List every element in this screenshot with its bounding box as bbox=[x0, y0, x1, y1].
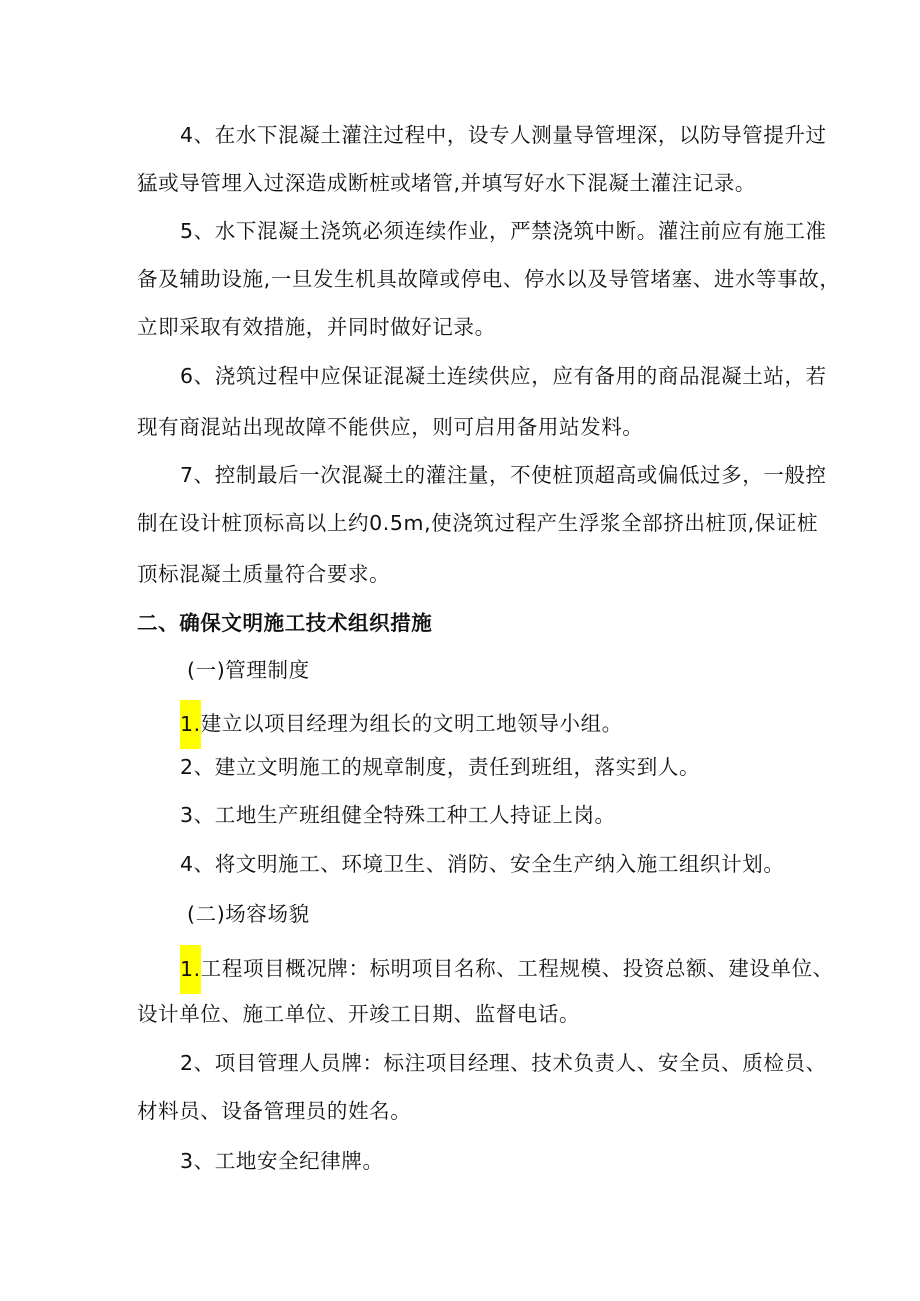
line-text: 顶标混凝土质量符合要求。 bbox=[137, 562, 391, 586]
line-text: 二、确保文明施工技术组织措施 bbox=[137, 611, 433, 635]
text-line bbox=[187, 901, 310, 927]
line-text: 7、控制最后一次混凝土的灌注量，不使桩顶超高或偏低过多，一般控 bbox=[180, 463, 827, 487]
text-line bbox=[137, 510, 818, 536]
text-line bbox=[187, 657, 310, 683]
text-line bbox=[180, 851, 784, 877]
text-line bbox=[137, 414, 643, 440]
text-line bbox=[180, 1148, 384, 1174]
line-text: 工程项目概况牌：标明项目名称、工程规模、投资总额、建设单位、 bbox=[200, 956, 834, 981]
text-line bbox=[180, 700, 623, 749]
line-text: 3、工地生产班组健全特殊工种工人持证上岗。 bbox=[180, 803, 616, 827]
text-line bbox=[137, 266, 840, 292]
text-line bbox=[137, 1098, 411, 1124]
line-text: 5、水下混凝土浇筑必须连续作业，严禁浇筑中断。灌注前应有施工准 bbox=[180, 219, 827, 243]
highlighted-list-marker: 1. bbox=[180, 945, 201, 994]
line-text: 4、在水下混凝土灌注过程中，设专人测量导管埋深，以防导管提升过 bbox=[180, 123, 827, 147]
text-line bbox=[137, 561, 390, 587]
line-text: (一)管理制度 bbox=[187, 658, 310, 682]
text-line bbox=[180, 802, 616, 828]
line-text: 现有商混站出现故障不能供应，则可启用备用站发料。 bbox=[137, 415, 644, 439]
line-text: 材料员、设备管理员的姓名。 bbox=[137, 1099, 412, 1123]
text-line bbox=[180, 218, 827, 244]
text-line bbox=[137, 1001, 580, 1027]
line-text: 制在设计桩顶标高以上约0.5m,使浇筑过程产生浮浆全部挤出桩顶,保证桩 bbox=[137, 511, 819, 535]
highlighted-list-marker: 1. bbox=[180, 700, 201, 749]
line-text: 建立以项目经理为组长的文明工地领导小组。 bbox=[200, 711, 623, 736]
line-text: 6、浇筑过程中应保证混凝土连续供应，应有备用的商品混凝土站，若 bbox=[180, 364, 827, 388]
line-text: 猛或导管埋入过深造成断桩或堵管,并填写好水下混凝土灌注记录。 bbox=[137, 171, 757, 195]
line-text: 3、工地安全纪律牌。 bbox=[180, 1149, 384, 1173]
text-line bbox=[180, 1050, 827, 1076]
text-line bbox=[180, 754, 700, 780]
line-text: 立即采取有效措施，并同时做好记录。 bbox=[137, 315, 496, 339]
line-text: 设计单位、施工单位、开竣工日期、监督电话。 bbox=[137, 1002, 581, 1026]
text-line bbox=[180, 462, 827, 488]
section-heading bbox=[137, 610, 432, 636]
text-line bbox=[180, 363, 827, 389]
line-text: 备及辅助设施,一旦发生机具故障或停电、停水以及导管堵塞、进水等事故， bbox=[137, 267, 841, 291]
text-line bbox=[137, 314, 496, 340]
text-line bbox=[180, 122, 827, 148]
line-text: 2、项目管理人员牌：标注项目经理、技术负责人、安全员、质检员、 bbox=[180, 1051, 827, 1075]
text-line bbox=[180, 945, 834, 994]
text-line bbox=[137, 170, 756, 196]
line-text: (二)场容场貌 bbox=[187, 902, 310, 926]
line-text: 4、将文明施工、环境卫生、消防、安全生产纳入施工组织计划。 bbox=[180, 852, 785, 876]
line-text: 2、建立文明施工的规章制度，责任到班组，落实到人。 bbox=[180, 755, 701, 779]
